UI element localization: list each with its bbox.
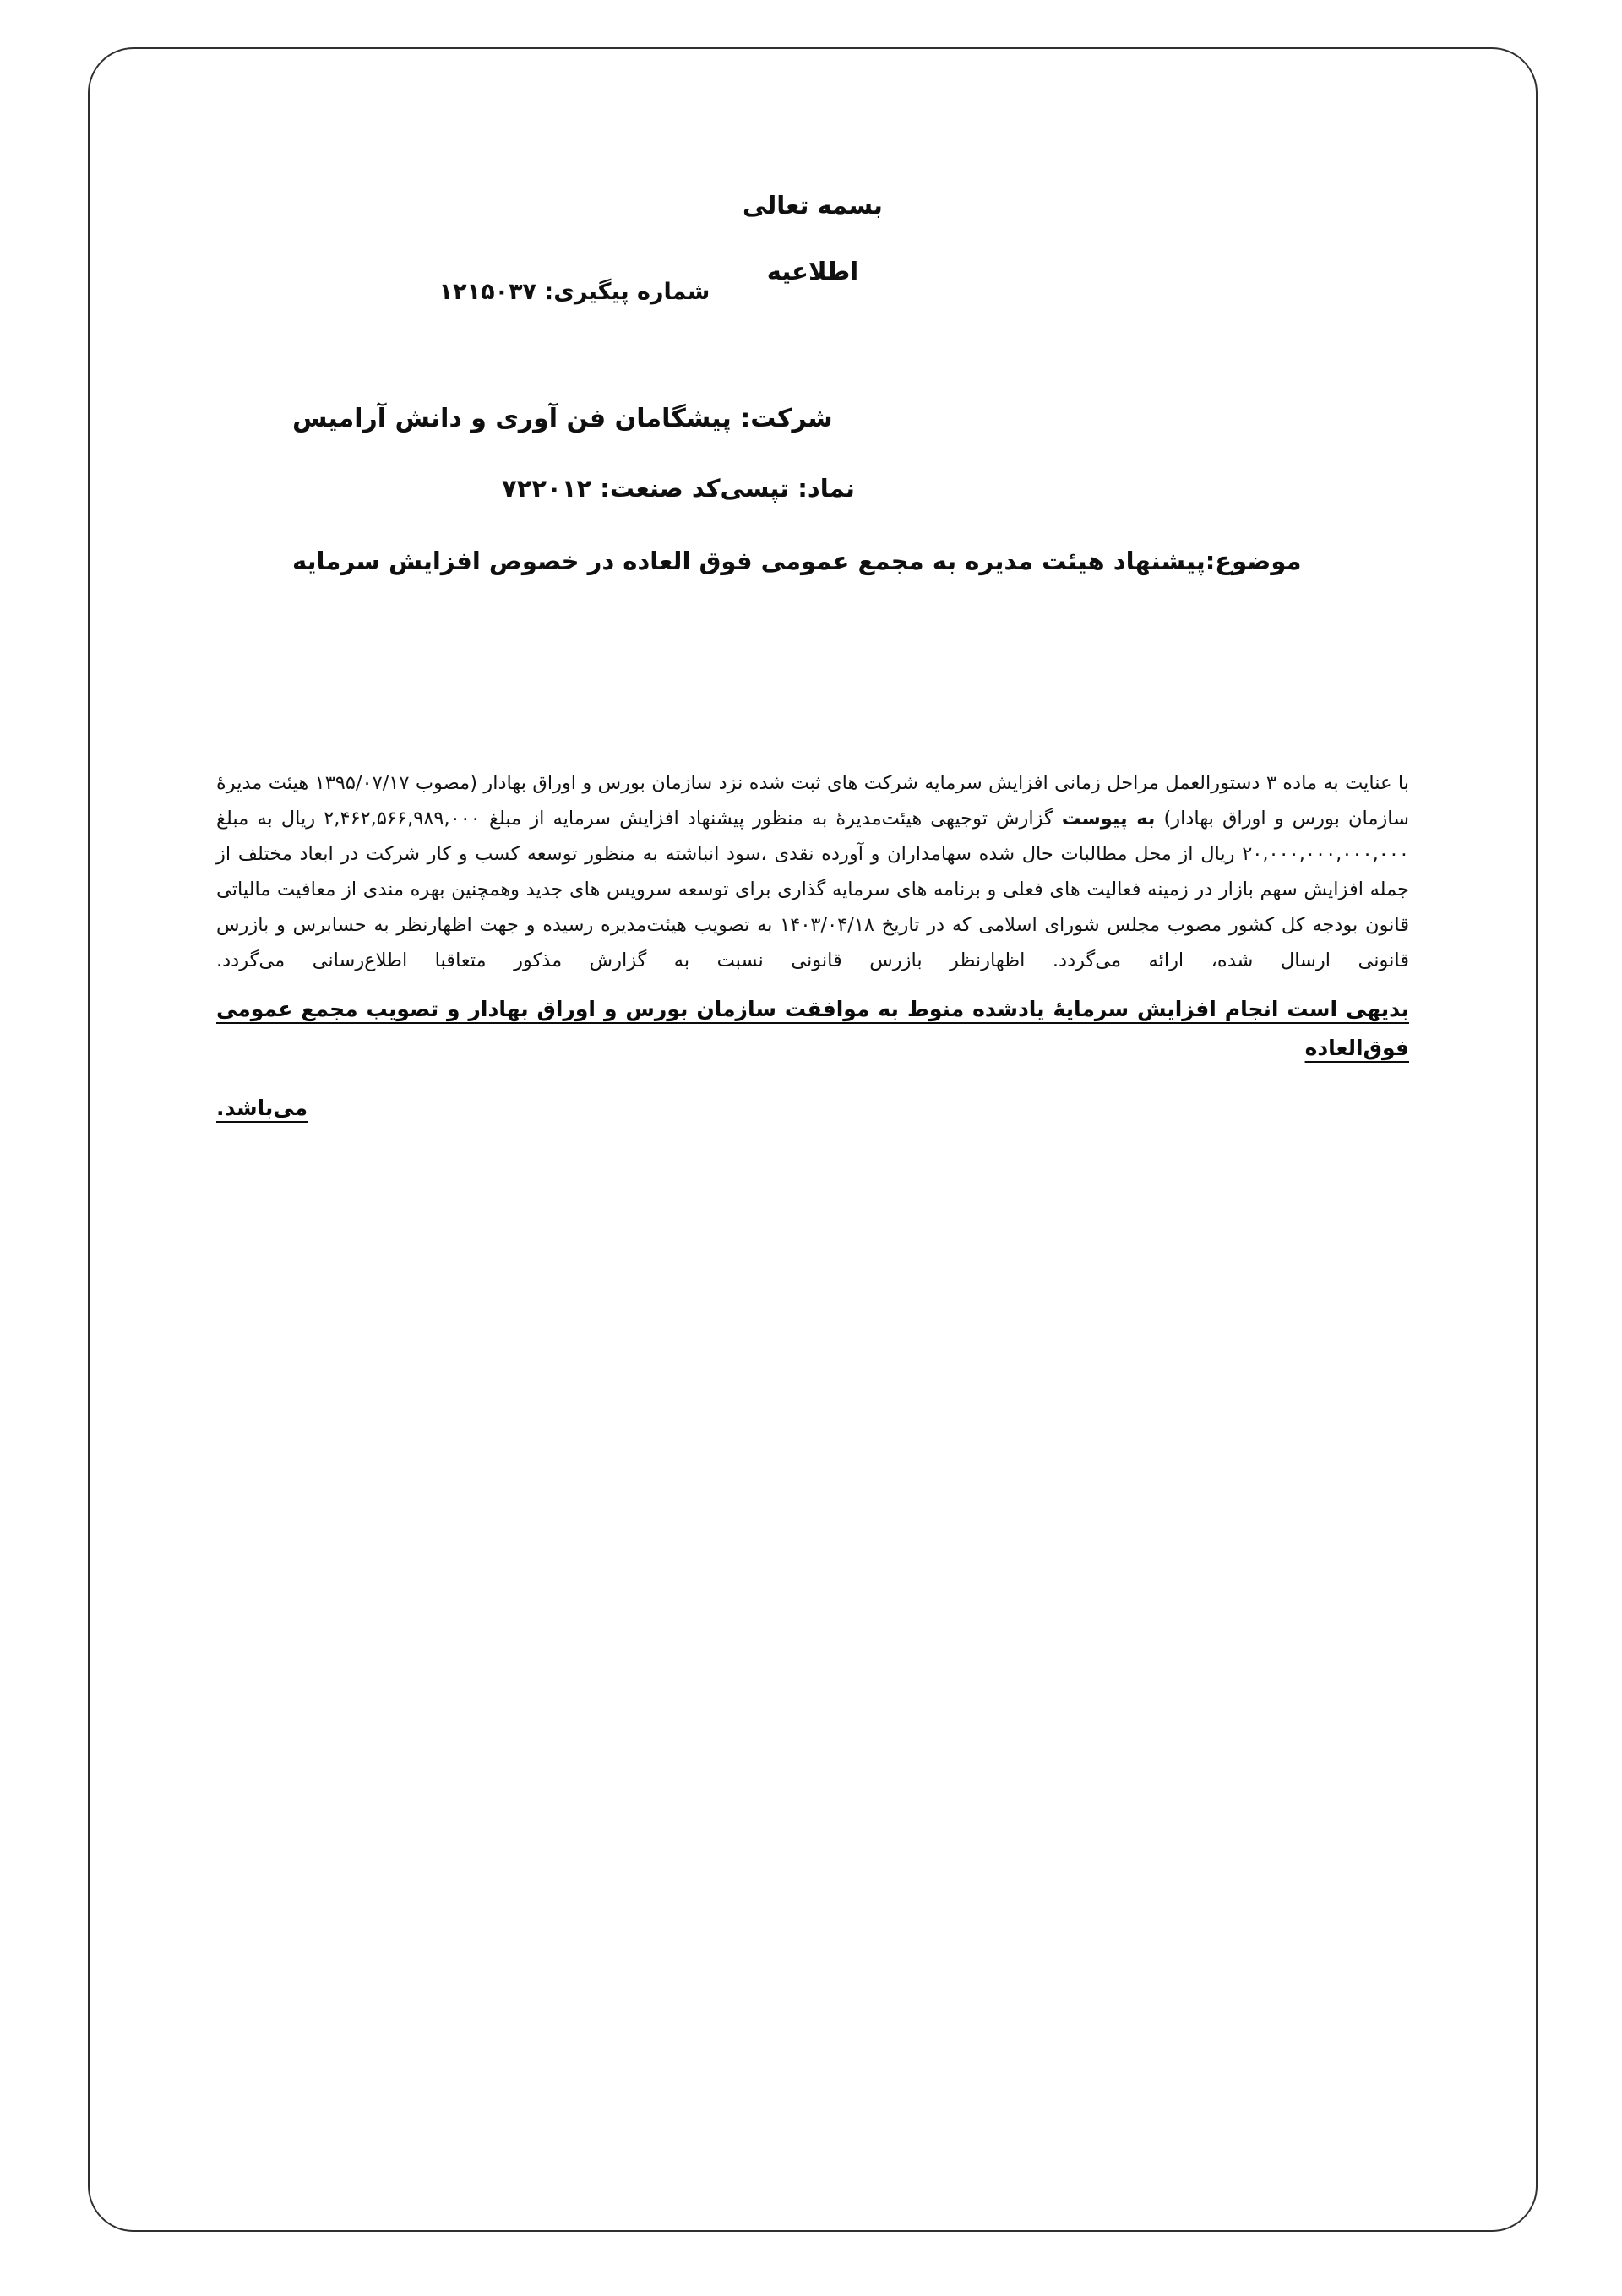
document-body [216,765,1409,1149]
tracking-number-row [0,279,1298,305]
body-text-part-2: گزارش توجیهی هیئت‌مدیرهٔ به منظور پیشنهاد افزایش سرمایه از مبلغ ۲,۴۶۲,۵۶۶,۹۸۹,۰۰۰ ریال به مبلغ ۲۰,۰۰۰,۰۰۰,۰۰۰,۰۰۰ ریال از محل مطالبات حال شده سهامداران و آورده نقدی ،سود انباشته به منظور توسعه کسب و کار شرکت در ابعاد مختلف از جمله افزایش سهم بازار در زمینه فعالیت های فعلی و برنامه های سرمایه گذاری برای توسعه سرویس های جدید وهمچنین بهره مندی از معافیت مالیاتی قانون بودجه کل کشور مصوب مجلس شورای اسلامی که در تاریخ ۱۴۰۳/۰۴/۱۸ به تصویب هیئت‌مدیره رسیده و جهت اظهارنظر به حسابرس و بازرس قانونی ارسال شده، ارائه می‌گردد. اظهارنظر بازرس قانونی نسبت به گزارش مذکور متعاقبا اطلاع‌رسانی می‌گردد. [216,808,1409,971]
body-paragraph [216,765,1409,978]
body-text-part-1: با عنایت به ماده ۳ دستورالعمل مراحل زمانی افزایش سرمایه شرکت های ثبت شده نزد سازمان بورس و اوراق بهادار (مصوب ۱۳۹۵/۰۷/۱۷ هیئت مدیرهٔ سازمان بورس و اوراق بهادار) [216,772,1409,830]
closing-statement: بدیهی است انجام افزایش سرمایهٔ یادشده منوط به موافقت سازمان بورس و اوراق بهادار و تصویب مجمع عمومی فوق‌العاده [216,997,1409,1060]
document-content-area [90,49,1536,2230]
document-header [90,191,1536,286]
company-name: شرکت: پیشگامان فن آوری و دانش آرامیس [292,404,833,433]
company-symbol: نماد: تپسی [720,474,855,503]
company-identity-block [191,404,1434,575]
attachment-emphasis: به پیوست [1061,808,1156,830]
basmala-text: بسمه تعالی [743,191,883,220]
symbol-and-industry-row [191,474,1434,503]
industry-code: کد صنعت: ۷۲۲۰۱۲ [502,474,721,503]
tracking-number: شماره پیگیری: ۱۲۱۵۰۳۷ [438,279,710,305]
page-title: موضوع:پیشنهاد هیئت مدیره به مجمع عمومی فوق العاده در خصوص افزایش سرمایه [292,547,1302,575]
document-sheet [88,47,1538,2232]
closing-statement-tail: می‌باشد. [216,1096,308,1120]
notice-title: اطلاعیه [766,257,859,286]
